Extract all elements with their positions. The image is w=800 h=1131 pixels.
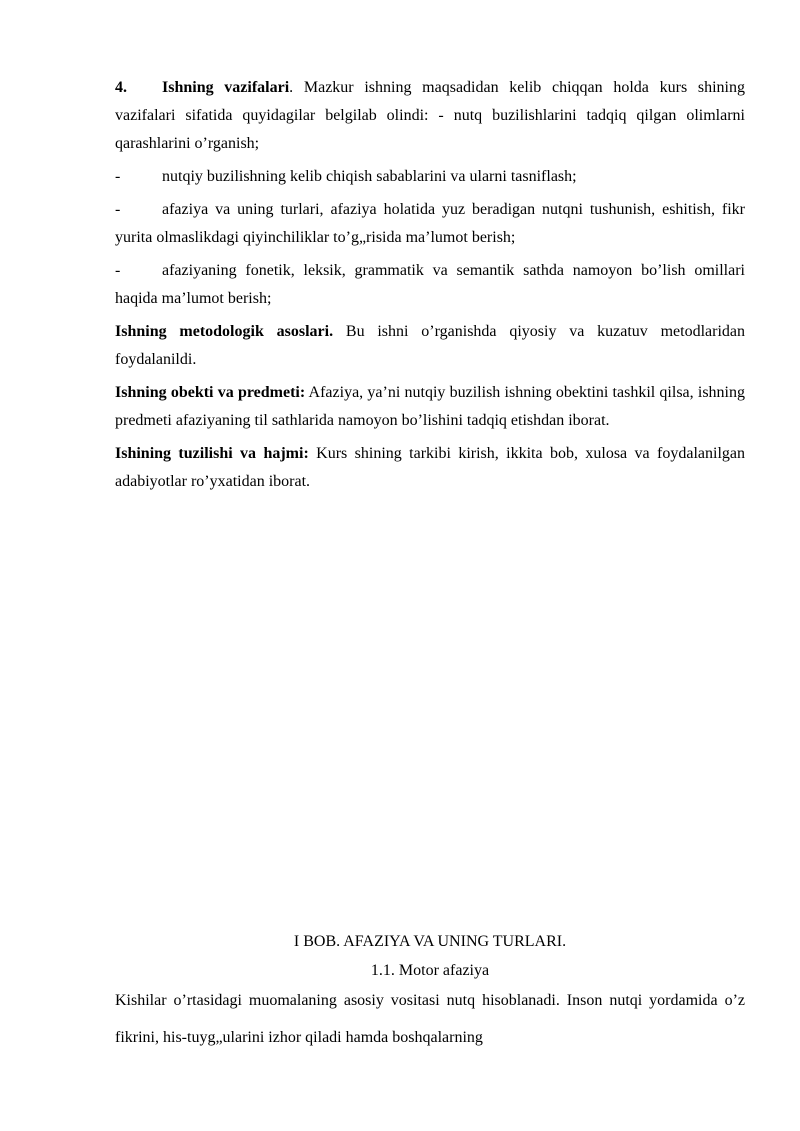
chapter-body (115, 982, 745, 1056)
tasks-paragraph (115, 74, 745, 158)
document-body (115, 74, 745, 496)
object-text: Afaziya, ya’ni nutqiy buzilish ishning obektini tashkil qilsa, ishning predmeti afaziyaning til sathlarida namoyon bo’lishini tadqiq etishdan iborat. (115, 384, 746, 429)
task-dash: - (115, 201, 121, 218)
tasks-intro-text: . Mazkur ishning maqsadidan kelib chiqqan holda kurs shining vazifalari sifatida quyidagilar belgilab olindi: - nutq buzilishlarini tadqiq qilgan olimlarni qarashlarini o’rganish; (115, 79, 745, 152)
task-item-1 (115, 163, 745, 191)
object-heading: Ishning obekti va predmeti: (115, 384, 306, 401)
structure-heading: Ishining tuzilishi va hajmi: (115, 445, 309, 462)
task-text: nutqiy buzilishning kelib chiqish sabablarini va ularni tasniflash; (162, 168, 577, 185)
tasks-heading: Ishning vazifalari (162, 79, 290, 96)
object-paragraph (115, 379, 745, 435)
task-item-2 (115, 196, 745, 252)
task-dash: - (115, 168, 121, 185)
methodology-paragraph (115, 318, 745, 374)
section-title: 1.1. Motor afaziya (370, 962, 490, 979)
chapter-paragraph: Kishilar o’rtasidagi muomalaning asosiy vositasi nutq hisoblanadi. Inson nutqi yordamida o’z fikrini, his-tuyg„ularini izhor qiladi hamda boshqalarning (115, 992, 745, 1046)
task-text: afaziyaning fonetik, leksik, grammatik va semantik sathda namoyon bo’lish omillari haqida ma’lumot berish; (115, 262, 745, 307)
task-item-3 (115, 257, 745, 313)
item-number: 4. (115, 79, 127, 96)
structure-paragraph (115, 440, 745, 496)
methodology-text: Bu ishni o’rganishda qiyosiy va kuzatuv metodlaridan foydalanildi. (115, 323, 746, 368)
task-dash: - (115, 262, 121, 279)
methodology-heading: Ishning metodologik asoslari. (115, 323, 334, 340)
task-text: afaziya va uning turlari, afaziya holatida yuz beradigan nutqni tushunish, eshitish, fikr yurita olmaslikdagi qiyinchiliklar to’g„risida ma’lumot berish; (115, 201, 745, 246)
chapter-title: I BOB. AFAZIYA VA UNING TURLARI. (293, 933, 567, 950)
structure-text: Kurs shining tarkibi kirish, ikkita bob, xulosa va foydalanilgan adabiyotlar ro’yxatidan iborat. (115, 445, 746, 490)
chapter-section (115, 928, 745, 1056)
